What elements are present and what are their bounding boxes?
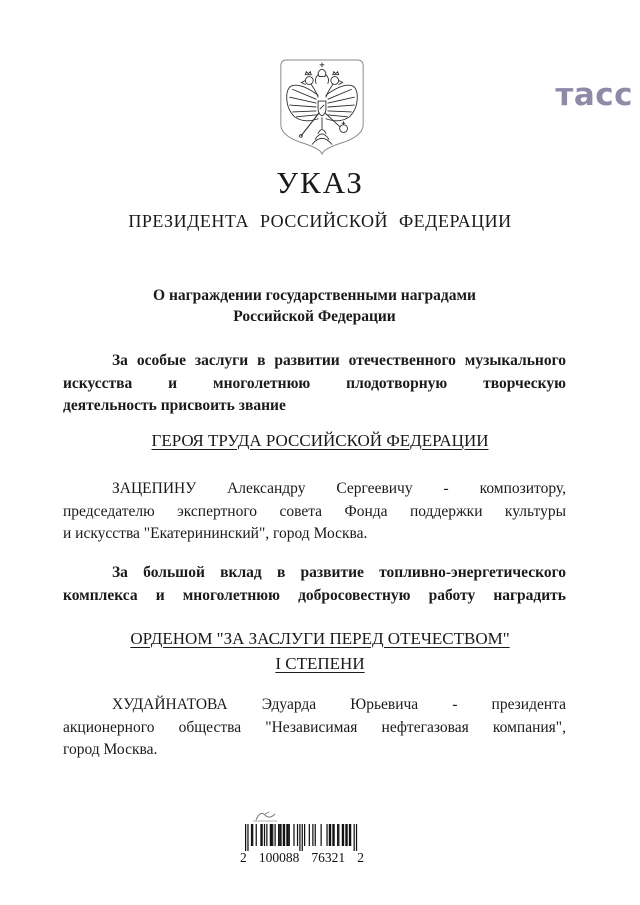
barcode-digit-group: 100088	[258, 850, 300, 865]
paragraph-line: ЗАЦЕПИНУ Александру Сергеевичу - композитору,	[112, 480, 566, 497]
paragraph-line: искусства и многолетнюю плодотворную творческую	[63, 374, 566, 392]
paragraph-line: председателю экспертного совета Фонда поддержки культуры	[63, 502, 566, 520]
paragraph-line: За особые заслуги в развитии отечественного музыкального	[112, 352, 566, 369]
paragraph-line: За большой вклад в развитие топливно-энергетического	[112, 564, 566, 581]
barcode-digit-group: 2	[240, 850, 247, 865]
decree-subtitle: ПРЕЗИДЕНТА РОССИЙСКОЙ ФЕДЕРАЦИИ	[128, 211, 512, 231]
paragraph-line: ХУДАЙНАТОВА Эдуарда Юрьевича - президента	[112, 696, 566, 713]
subject-line-1: О награждении государственными наградами	[153, 287, 476, 304]
decree-title: УКАЗ	[276, 165, 364, 200]
paragraph-recipient-1	[63, 478, 566, 546]
paragraph-line: город Москва.	[63, 741, 158, 758]
paragraph-line: деятельность присвоить звание	[63, 397, 286, 414]
paragraph-line: акционерного общества "Независимая нефтегазовая компания",	[63, 718, 566, 736]
barcode-digits	[240, 851, 364, 865]
award-heading-line: I СТЕПЕНИ	[275, 654, 365, 673]
russia-coat-of-arms-icon	[278, 58, 366, 156]
paragraph-motivation-2	[63, 562, 566, 607]
barcode-bars	[245, 824, 358, 851]
award-heading-order-for-merit	[0, 626, 640, 676]
subject-line-2: Российской Федерации	[233, 308, 396, 325]
paragraph-recipient-2	[63, 694, 566, 762]
decree-subject	[63, 285, 566, 327]
barcode-digit-group: 76321	[311, 850, 346, 865]
stamp-scribble-icon	[250, 810, 280, 824]
paragraph-motivation-1	[63, 350, 566, 418]
award-heading-line: ГЕРОЯ ТРУДА РОССИЙСКОЙ ФЕДЕРАЦИИ	[151, 431, 489, 450]
award-heading-line: ОРДЕНОМ "ЗА ЗАСЛУГИ ПЕРЕД ОТЕЧЕСТВОМ"	[130, 629, 510, 648]
paragraph-line: и искусства "Екатерининский", город Москва.	[63, 525, 368, 542]
tass-logo: тасс	[555, 77, 633, 113]
award-heading-hero-of-labour	[0, 428, 640, 453]
barcode-digit-group: 2	[357, 850, 364, 865]
paragraph-line: комплекса и многолетнюю добросовестную работу наградить	[63, 586, 566, 604]
